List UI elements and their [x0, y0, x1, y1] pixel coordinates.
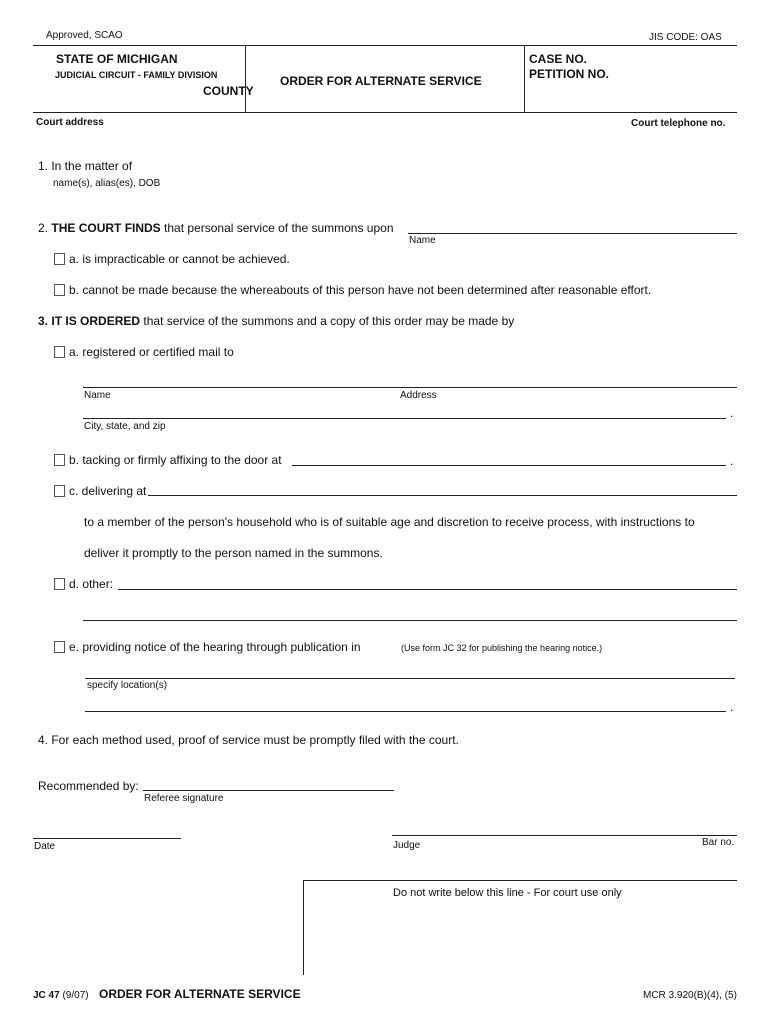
item3-a-label: a. registered or certified mail to: [69, 345, 234, 359]
court-telephone-label: Court telephone no.: [631, 118, 726, 129]
item2-a-checkbox[interactable]: [54, 253, 65, 265]
item3-a-period: .: [730, 406, 734, 420]
item3-e-location-field[interactable]: [85, 711, 726, 712]
footer-form-id-group: [33, 990, 89, 1001]
item3-e-publication-field[interactable]: [85, 678, 735, 679]
item3-b-door-field[interactable]: [292, 465, 726, 466]
judge-signature-field[interactable]: [392, 835, 737, 836]
item3-c-label: c. delivering at: [69, 484, 147, 498]
item2-b-label: b. cannot be made because the whereabouts of this person have not been determined after reasonable effort.: [69, 283, 652, 297]
item3-b-checkbox[interactable]: [54, 454, 65, 466]
petition-no-label: PETITION NO.: [529, 67, 610, 81]
item3-e-location-label: specify location(s): [87, 680, 168, 691]
item2-text: that personal service of the summons upon: [164, 221, 394, 235]
item3-bold: IT IS ORDERED: [51, 314, 141, 328]
item3-d-other-field[interactable]: [118, 589, 737, 590]
item3-num: 3.: [38, 314, 49, 328]
footer-form-id: JC 47: [33, 990, 60, 1001]
item3-e-label: e. providing notice of the hearing through publication in: [69, 640, 361, 654]
referee-signature-label: Referee signature: [144, 793, 224, 804]
approved-label: Approved, SCAO: [46, 30, 123, 41]
item1-sub-label: name(s), alias(es), DOB: [53, 178, 161, 189]
item3-line: [38, 314, 514, 328]
date-label: Date: [34, 841, 56, 852]
header-divider-right: [524, 45, 525, 112]
court-use-top-rule: [303, 880, 737, 881]
bar-no-label: Bar no.: [702, 837, 735, 848]
date-field[interactable]: [33, 838, 181, 839]
circuit-label: JUDICIAL CIRCUIT - FAMILY DIVISION: [55, 70, 218, 80]
item3-c-location-field[interactable]: [148, 495, 737, 496]
item3-b-label: b. tacking or firmly affixing to the door at: [69, 453, 282, 467]
item3-c-text2: deliver it promptly to the person named in the summons.: [84, 546, 383, 560]
item2-a-label: a. is impracticable or cannot be achieved.: [69, 252, 290, 266]
item3-d-label: d. other:: [69, 577, 114, 591]
footer-rev: (9/07): [62, 990, 89, 1001]
footer-title: ORDER FOR ALTERNATE SERVICE: [99, 987, 301, 1001]
court-use-left-rule: [303, 880, 304, 975]
item3-a-name-address-field[interactable]: [83, 387, 737, 388]
court-use-text: Do not write below this line - For court use only: [393, 887, 622, 899]
form-title: ORDER FOR ALTERNATE SERVICE: [280, 74, 482, 88]
item3-e-checkbox[interactable]: [54, 641, 65, 653]
item2-name-field[interactable]: [408, 233, 737, 234]
header-divider-left: [245, 45, 246, 112]
item3-d-other-field-2[interactable]: [83, 620, 737, 621]
item1-text: 1. In the matter of: [38, 159, 133, 173]
item3-d-checkbox[interactable]: [54, 578, 65, 590]
item2-num: 2.: [38, 221, 49, 235]
item3-e-note: (Use form JC 32 for publishing the hearing notice.): [401, 643, 603, 653]
referee-signature-field[interactable]: [143, 790, 394, 791]
item3-c-checkbox[interactable]: [54, 485, 65, 497]
state-title: STATE OF MICHIGAN: [56, 52, 178, 66]
county-label: COUNTY: [203, 84, 254, 98]
item3-b-period: .: [730, 454, 734, 468]
header-bottom-rule: [33, 112, 737, 113]
item3-a-address-label: Address: [400, 390, 437, 401]
item2-bold: THE COURT FINDS: [51, 221, 161, 235]
footer-mcr: MCR 3.920(B)(4), (5): [643, 990, 737, 1001]
item4-text: 4. For each method used, proof of service must be promptly filed with the court.: [38, 733, 459, 747]
court-address-label: Court address: [36, 117, 104, 128]
header-top-rule: [33, 45, 737, 46]
recommended-by-label: Recommended by:: [38, 779, 139, 793]
item3-a-name-label: Name: [84, 390, 111, 401]
case-no-label: CASE NO.: [529, 52, 588, 66]
item3-a-city-field[interactable]: [83, 418, 726, 419]
jis-code-label: JIS CODE: OAS: [649, 32, 722, 43]
item2-line: [38, 221, 394, 235]
item3-a-city-label: City, state, and zip: [84, 421, 166, 432]
judge-label: Judge: [393, 840, 421, 851]
item3-text: that service of the summons and a copy of this order may be made by: [143, 314, 515, 328]
item3-a-checkbox[interactable]: [54, 346, 65, 358]
item2-name-label: Name: [409, 235, 436, 246]
item3-c-text1: to a member of the person's household who is of suitable age and discretion to receive process, with instructions to: [84, 515, 695, 529]
item3-e-period: .: [730, 700, 734, 714]
item2-b-checkbox[interactable]: [54, 284, 65, 296]
